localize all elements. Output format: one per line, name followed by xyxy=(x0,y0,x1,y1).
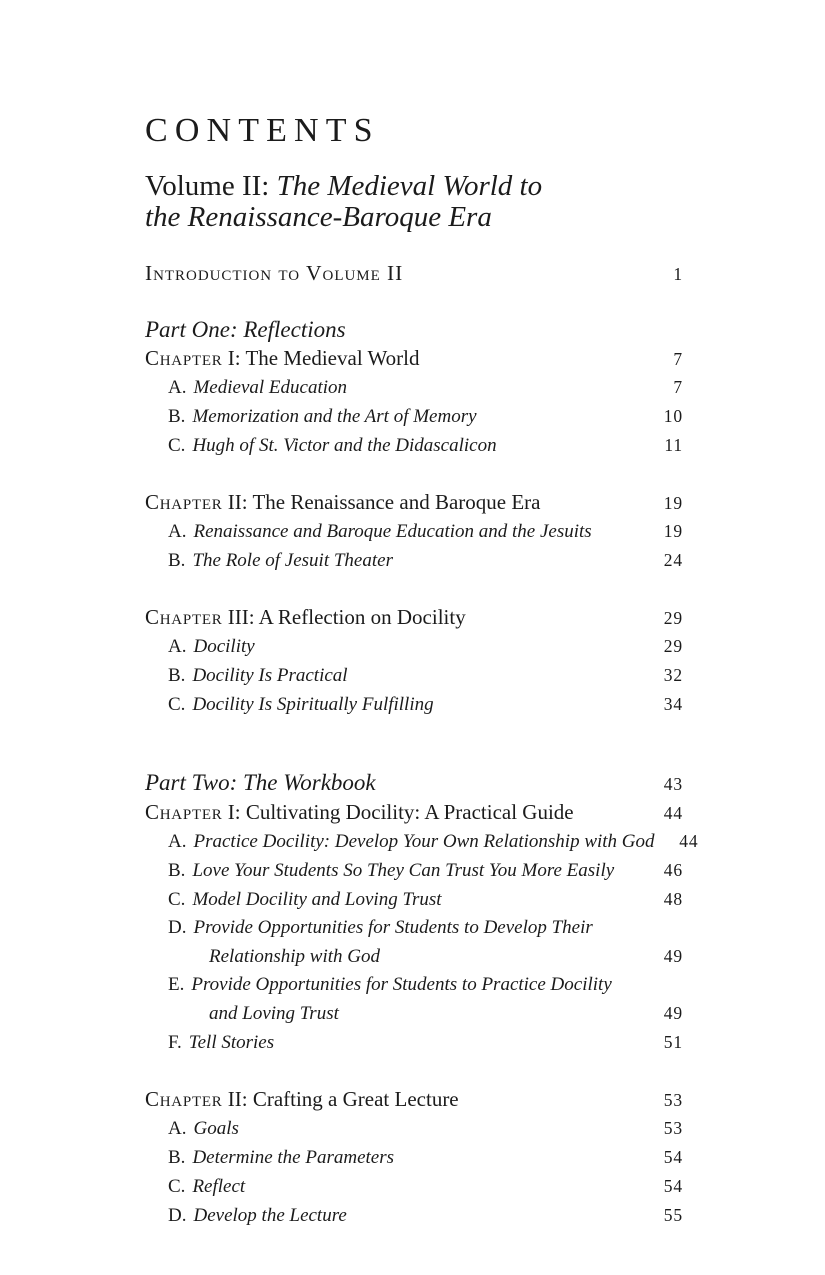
item-letter: A. xyxy=(168,636,187,657)
item-title: Model Docility and Loving Trust xyxy=(192,889,442,910)
toc xyxy=(145,259,699,1230)
page-number: 1 xyxy=(673,264,683,284)
item-title: Practice Docility: Develop Your Own Relationship with God xyxy=(193,831,655,852)
item-title: Provide Opportunities for Students to Practice Docility xyxy=(191,974,612,995)
item-letter: B. xyxy=(168,1147,186,1168)
chapter-label xyxy=(145,488,540,516)
volume-heading-italic-line1: The Medieval World to xyxy=(276,170,543,202)
contents-column xyxy=(145,112,699,1230)
page-number: 53 xyxy=(663,1090,683,1110)
toc-item-row xyxy=(145,661,683,690)
item-letter: C. xyxy=(168,1176,186,1197)
toc-item-row xyxy=(145,1114,683,1143)
chapter-title: I: The Medieval World xyxy=(222,346,420,370)
chapter-label xyxy=(145,798,574,826)
item-title: Tell Stories xyxy=(188,1032,275,1053)
item-label xyxy=(168,857,614,885)
toc-part-row xyxy=(145,316,683,344)
toc-item-row xyxy=(145,1143,683,1172)
item-label xyxy=(168,633,255,661)
item-label xyxy=(168,432,497,460)
toc-item-row xyxy=(145,431,683,460)
toc-chapter-row xyxy=(145,603,683,632)
toc-item-row xyxy=(145,373,683,402)
chapter-label xyxy=(145,603,466,631)
item-title: Develop the Lecture xyxy=(193,1205,347,1226)
toc-item-row xyxy=(145,690,683,719)
toc-chapter-row xyxy=(145,1085,683,1114)
toc-item-row xyxy=(145,632,683,661)
page-number: 53 xyxy=(663,1118,683,1138)
item-letter: C. xyxy=(168,889,186,910)
toc-block-chapter xyxy=(145,1085,683,1230)
item-label xyxy=(168,914,593,942)
page-number: 55 xyxy=(663,1205,683,1225)
item-label xyxy=(168,1029,274,1057)
toc-item-row xyxy=(145,517,683,546)
toc-item-continuation-row xyxy=(145,999,683,1028)
toc-block-chapter xyxy=(145,344,683,460)
item-label xyxy=(168,374,347,402)
page-number: 34 xyxy=(663,694,683,714)
item-letter: B. xyxy=(168,665,186,686)
item-title: Renaissance and Baroque Education and the Jesuits xyxy=(193,521,592,542)
item-title: and Loving Trust xyxy=(209,1003,339,1024)
toc-item-row xyxy=(145,885,683,914)
chapter-label xyxy=(145,344,420,372)
page-number: 54 xyxy=(663,1147,683,1167)
item-label xyxy=(168,547,393,575)
item-title: Docility Is Practical xyxy=(192,665,348,686)
item-title: Memorization and the Art of Memory xyxy=(192,406,477,427)
item-letter: B. xyxy=(168,860,186,881)
toc-item-row xyxy=(145,856,683,885)
item-label xyxy=(168,403,477,431)
item-title: Docility Is Spiritually Fulfilling xyxy=(192,694,434,715)
page-number: 54 xyxy=(663,1176,683,1196)
item-letter: D. xyxy=(168,1205,187,1226)
item-title: Docility xyxy=(193,636,255,657)
toc-part-row xyxy=(145,769,683,798)
toc-item-row xyxy=(145,546,683,575)
chapter-title: II: The Renaissance and Baroque Era xyxy=(222,490,541,514)
page-number: 29 xyxy=(663,636,683,656)
item-letter: A. xyxy=(168,831,187,852)
part-label: Part One: Reflections xyxy=(145,317,346,342)
item-letter: E. xyxy=(168,974,185,995)
item-title: Love Your Students So They Can Trust You More Easily xyxy=(192,860,615,881)
page-number: 51 xyxy=(663,1032,683,1052)
chapter-word: Chapter xyxy=(145,800,223,824)
toc-chapter-row xyxy=(145,488,683,517)
item-letter: F. xyxy=(168,1032,182,1053)
item-letter: C. xyxy=(168,435,186,456)
item-label xyxy=(209,1000,339,1028)
toc-item-row xyxy=(145,971,683,999)
page-number: 49 xyxy=(663,1003,683,1023)
toc-item-row xyxy=(145,827,699,856)
toc-block-part xyxy=(145,316,683,344)
page-number: 44 xyxy=(679,831,699,851)
toc-item-continuation-row xyxy=(145,942,683,971)
item-label xyxy=(168,691,434,719)
chapter-word: Chapter xyxy=(145,490,223,514)
item-letter: B. xyxy=(168,550,186,571)
item-label xyxy=(168,828,655,856)
page-number: 48 xyxy=(663,889,683,909)
page-number: 29 xyxy=(663,608,683,628)
page-number: 46 xyxy=(663,860,683,880)
item-label xyxy=(168,971,612,999)
item-label xyxy=(168,1115,239,1143)
volume-heading-italic-line2: the Renaissance-Baroque Era xyxy=(145,201,492,233)
toc-chapter-row xyxy=(145,798,683,827)
item-title: Medieval Education xyxy=(193,377,348,398)
item-title: The Role of Jesuit Theater xyxy=(192,550,393,571)
page-number: 10 xyxy=(663,406,683,426)
item-letter: A. xyxy=(168,377,187,398)
chapter-title: II: Crafting a Great Lecture xyxy=(222,1087,459,1111)
item-letter: D. xyxy=(168,917,187,938)
toc-item-row xyxy=(145,402,683,431)
item-label xyxy=(168,1144,394,1172)
item-title: Determine the Parameters xyxy=(192,1147,394,1168)
item-label xyxy=(209,943,380,971)
page-number: 44 xyxy=(663,803,683,823)
toc-block-chapter xyxy=(145,798,699,1057)
toc-item-row xyxy=(145,914,683,942)
page-number: 7 xyxy=(673,377,683,397)
volume-heading xyxy=(145,171,683,233)
item-label xyxy=(168,1202,347,1230)
chapter-title: I: Cultivating Docility: A Practical Guide xyxy=(222,800,574,824)
toc-block-chapter xyxy=(145,603,683,719)
item-title: Goals xyxy=(193,1118,239,1139)
chapter-word: Chapter xyxy=(145,346,223,370)
item-title: Provide Opportunities for Students to Develop Their xyxy=(193,917,593,938)
part-label: Part Two: The Workbook xyxy=(145,770,376,795)
item-label xyxy=(168,518,592,546)
page-number: 24 xyxy=(663,550,683,570)
item-title: Reflect xyxy=(192,1176,246,1197)
toc-block-part xyxy=(145,769,683,798)
item-title: Hugh of St. Victor and the Didascalicon xyxy=(192,435,497,456)
item-label xyxy=(168,662,348,690)
item-letter: C. xyxy=(168,694,186,715)
page-number: 43 xyxy=(663,774,683,794)
toc-block-chapter xyxy=(145,488,683,575)
item-label xyxy=(168,886,442,914)
item-letter: A. xyxy=(168,1118,187,1139)
chapter-label xyxy=(145,1085,459,1113)
page-number: 49 xyxy=(663,946,683,966)
page-number: 19 xyxy=(663,521,683,541)
chapter-word: Chapter xyxy=(145,605,223,629)
chapter-word: Chapter xyxy=(145,1087,223,1111)
item-title: Relationship with God xyxy=(209,946,380,967)
chapter-title: III: A Reflection on Docility xyxy=(222,605,466,629)
toc-block-intro xyxy=(145,259,683,288)
page-number: 11 xyxy=(664,435,683,455)
item-label xyxy=(168,1173,245,1201)
intro-label: Introduction to Volume II xyxy=(145,261,404,285)
toc-chapter-row xyxy=(145,344,683,373)
toc-item-row xyxy=(145,1028,683,1057)
item-letter: A. xyxy=(168,521,187,542)
toc-intro-row xyxy=(145,259,683,288)
page-title: CONTENTS xyxy=(145,112,380,149)
item-letter: B. xyxy=(168,406,186,427)
toc-item-row xyxy=(145,1172,683,1201)
toc-item-row xyxy=(145,1201,683,1230)
page-number: 7 xyxy=(673,349,683,369)
volume-heading-roman: Volume II: xyxy=(145,170,277,202)
page-number: 19 xyxy=(663,493,683,513)
page-number: 32 xyxy=(663,665,683,685)
